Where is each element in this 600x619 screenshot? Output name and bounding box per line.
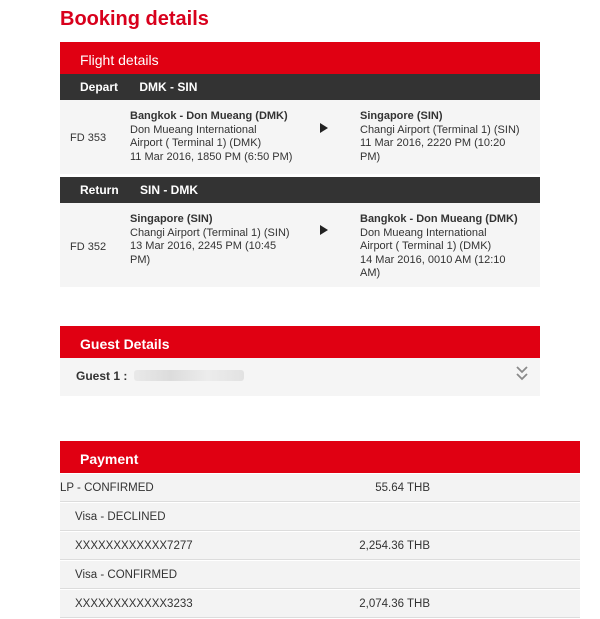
payment-label: XXXXXXXXXXXX7277 — [75, 540, 193, 552]
payment-amount: 2,254.36 THB — [359, 540, 430, 552]
return-bar — [60, 177, 540, 203]
origin-airport: Don Mueang International — [130, 123, 257, 136]
payment-row — [60, 503, 580, 531]
departure-time: 11 Mar 2016, 1850 PM (6:50 PM) — [130, 150, 293, 163]
arrival-time-2: AM) — [360, 267, 381, 279]
destination-airport: Changi Airport (Terminal 1) (SIN) — [360, 123, 520, 136]
payment-label: LP - CONFIRMED — [60, 482, 154, 494]
payment-row — [60, 561, 580, 589]
direction-label: Return — [80, 183, 119, 197]
payment-amount: 2,074.36 THB — [359, 598, 430, 610]
guest-label: Guest 1 : — [76, 369, 128, 383]
depart-origin — [130, 110, 315, 164]
route-label: DMK - SIN — [139, 80, 198, 94]
payment-label: Visa - DECLINED — [75, 511, 166, 523]
origin-city: Singapore (SIN) — [130, 213, 213, 225]
depart-bar — [60, 74, 540, 100]
arrival-time-2: PM) — [360, 150, 381, 163]
play-arrow-icon — [320, 225, 328, 235]
depart-destination — [360, 110, 545, 164]
payment-label: Visa - CONFIRMED — [75, 569, 178, 581]
origin-airport: Changi Airport (Terminal 1) (SIN) — [130, 226, 290, 239]
origin-airport-2: Airport ( Terminal 1) (DMK) — [130, 137, 262, 149]
payment-row — [60, 590, 580, 618]
flight-number: FD 353 — [70, 132, 107, 144]
return-destination — [360, 213, 545, 281]
departure-time: 13 Mar 2016, 2245 PM (10:45 — [130, 240, 277, 252]
guest-name-redacted — [134, 370, 244, 381]
payment-row — [60, 474, 580, 502]
arrival-time: 11 Mar 2016, 2220 PM (10:20 — [360, 137, 506, 149]
origin-city: Bangkok - Don Mueang (DMK) — [130, 110, 288, 122]
route-label: SIN - DMK — [140, 183, 199, 197]
page-title: Booking details — [60, 8, 209, 30]
flight-number: FD 352 — [70, 241, 107, 253]
flight-details-header: Flight details — [60, 42, 540, 74]
destination-airport-2: Airport ( Terminal 1) (DMK) — [360, 240, 492, 252]
double-chevron-down-icon[interactable] — [516, 365, 528, 383]
guest-details-header: Guest Details — [60, 326, 540, 358]
direction-label: Depart — [80, 80, 119, 94]
arrival-time: 14 Mar 2016, 0010 AM (12:10 — [360, 253, 506, 266]
depart-flight-row — [60, 100, 540, 174]
return-flight-row — [60, 203, 540, 287]
payment-row — [60, 532, 580, 560]
destination-airport: Don Mueang International — [360, 226, 487, 239]
payment-label: XXXXXXXXXXXX3233 — [75, 598, 193, 610]
payment-header: Payment — [60, 441, 580, 473]
return-origin — [130, 213, 315, 267]
payment-amount: 55.64 THB — [375, 482, 430, 494]
destination-city: Singapore (SIN) — [360, 110, 443, 122]
guest-row[interactable] — [60, 358, 540, 396]
destination-city: Bangkok - Don Mueang (DMK) — [360, 213, 518, 225]
departure-time-2: PM) — [130, 253, 151, 266]
play-arrow-icon — [320, 123, 328, 133]
